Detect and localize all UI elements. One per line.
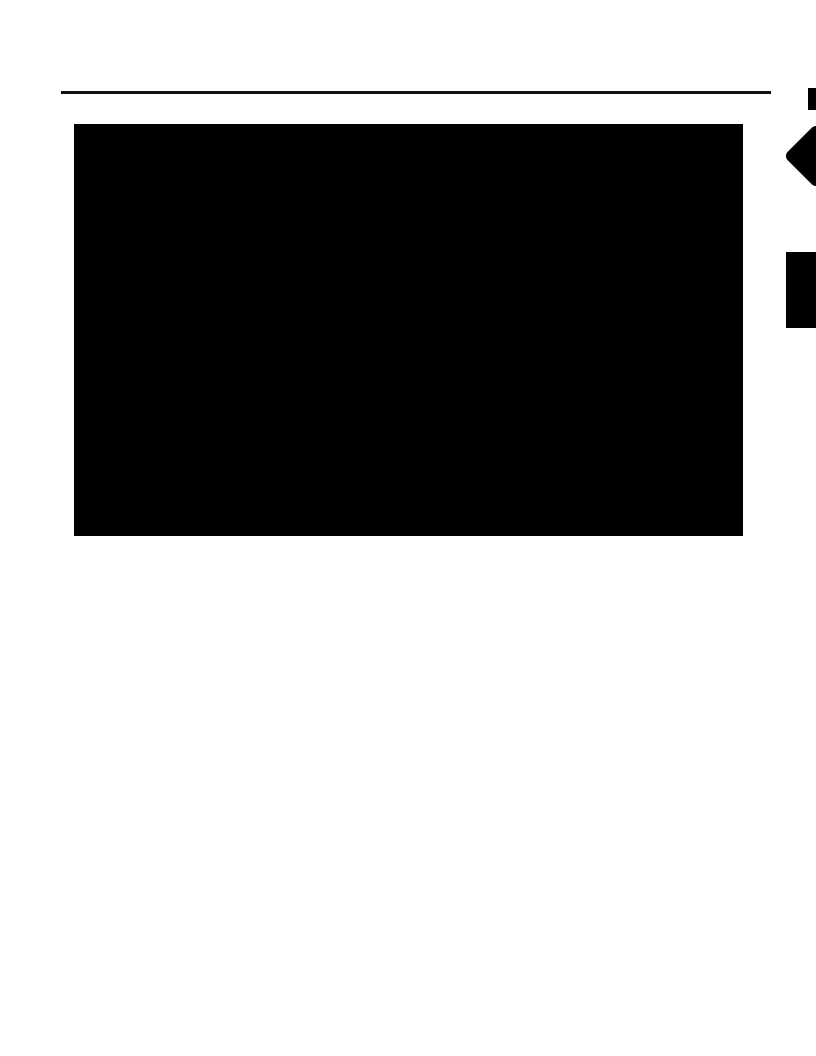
header-divider xyxy=(61,91,771,94)
article-meta xyxy=(739,44,743,66)
word-cloud-background xyxy=(74,124,743,536)
edge-triangle-decoration xyxy=(786,252,816,328)
author-line xyxy=(739,44,743,66)
edge-diamond-decoration xyxy=(783,123,816,188)
edge-chevron-decoration xyxy=(808,88,816,110)
word-cloud-svg xyxy=(74,124,743,536)
word-cloud-image xyxy=(74,124,743,536)
